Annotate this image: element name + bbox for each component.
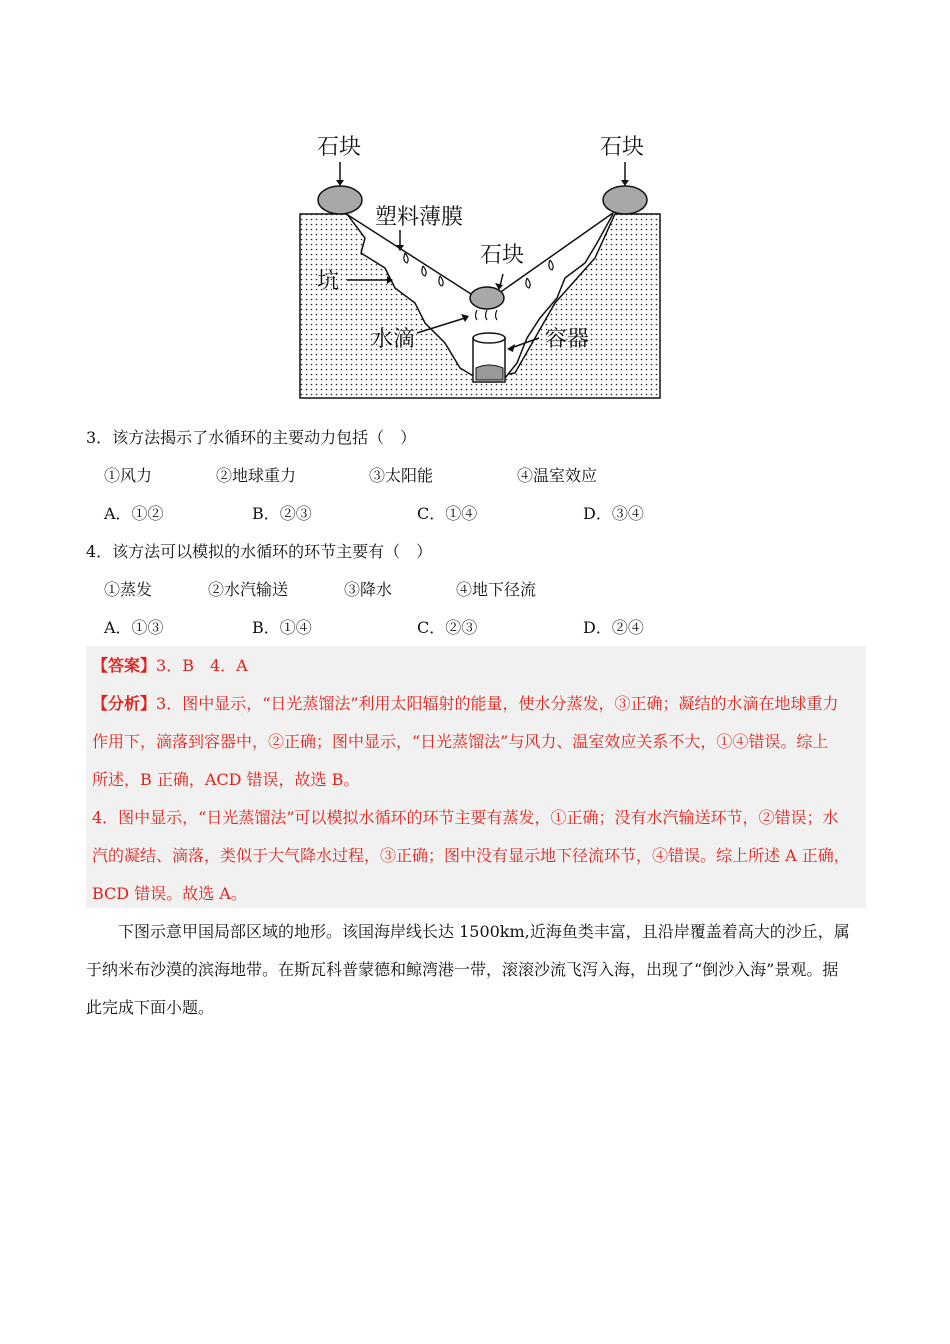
label-droplet: 水滴 (371, 327, 416, 352)
q4-stem: 4．该方法可以模拟的水循环的环节主要有（ ） (86, 542, 433, 561)
stone-center (470, 287, 504, 309)
analysis-label: 【分析】 (92, 694, 157, 713)
label-container: 容器 (545, 327, 590, 352)
q3-item-3: ③太阳能 (369, 466, 434, 485)
label-stone-center: 石块 (480, 243, 525, 268)
solar-still-diagram (295, 128, 665, 408)
q3-item-4: ④温室效应 (517, 466, 598, 485)
analysis-line-2: 作用下，滴落到容器中，②正确；图中显示，“日光蒸馏法”与风力、温室效应关系不大，①④错误。综上 (92, 732, 829, 751)
q4-item-2: ②水汽输送 (208, 580, 289, 599)
q4-item-4: ④地下径流 (456, 580, 537, 599)
q4-choice-c: C．②③ (417, 618, 478, 637)
q3-choice-a: A．①② (104, 504, 164, 523)
stone-left (318, 186, 362, 214)
label-film: 塑料薄膜 (375, 205, 464, 230)
q4-choice-a: A．①③ (104, 618, 164, 637)
q4-item-1: ①蒸发 (104, 580, 153, 599)
passage-line-1: 下图示意甲国局部区域的地形。该国海岸线长达 1500km,近海鱼类丰富，且沿岸覆盖着高大的沙丘，属 (86, 922, 850, 941)
analysis-line-6: BCD 错误。故选 A。 (92, 884, 247, 903)
answer-line (92, 656, 248, 676)
analysis-line-5: 汽的凝结、滴落，类似于大气降水过程，③正确；图中没有显示地下径流环节，④错误。综上所述 A 正确， (92, 846, 850, 865)
stone-right (603, 186, 647, 214)
label-stone-left: 石块 (317, 135, 362, 160)
analysis-line-3: 所述，B 正确，ACD 错误，故选 B。 (92, 770, 360, 789)
container-water (476, 365, 503, 380)
analysis-line-1 (92, 694, 839, 714)
q3-item-2: ②地球重力 (216, 466, 297, 485)
answer-label: 【答案】 (92, 656, 157, 675)
analysis-line-4: 4．图中显示，“日光蒸馏法”可以模拟水循环的环节主要有蒸发，①正确；没有水汽输送环节，②错误；水 (92, 808, 839, 827)
q3-choice-c: C．①④ (417, 504, 478, 523)
label-pit: 坑 (317, 269, 340, 294)
diagram-svg (295, 128, 665, 408)
q3-stem: 3．该方法揭示了水循环的主要动力包括（ ） (86, 428, 417, 447)
answer-text: 3．B 4．A (156, 656, 248, 675)
q4-choice-b: B．①④ (252, 618, 312, 637)
q3-item-1: ①风力 (104, 466, 153, 485)
container-top (473, 333, 505, 343)
q4-item-3: ③降水 (344, 580, 393, 599)
q4-choice-d: D．②④ (583, 618, 644, 637)
passage-line-2: 于纳米布沙漠的滨海地带。在斯瓦科普蒙德和鲸湾港一带，滚滚沙流飞泻入海，出现了“倒沙入海”景观。据 (86, 960, 839, 979)
label-stone-right: 石块 (600, 135, 645, 160)
q3-choice-b: B．②③ (252, 504, 312, 523)
analysis-text-1: 3．图中显示，“日光蒸馏法”利用太阳辐射的能量，使水分蒸发，③正确；凝结的水滴在地球重力 (156, 694, 839, 713)
q3-choice-d: D．③④ (583, 504, 644, 523)
passage-line-3: 此完成下面小题。 (86, 998, 215, 1017)
